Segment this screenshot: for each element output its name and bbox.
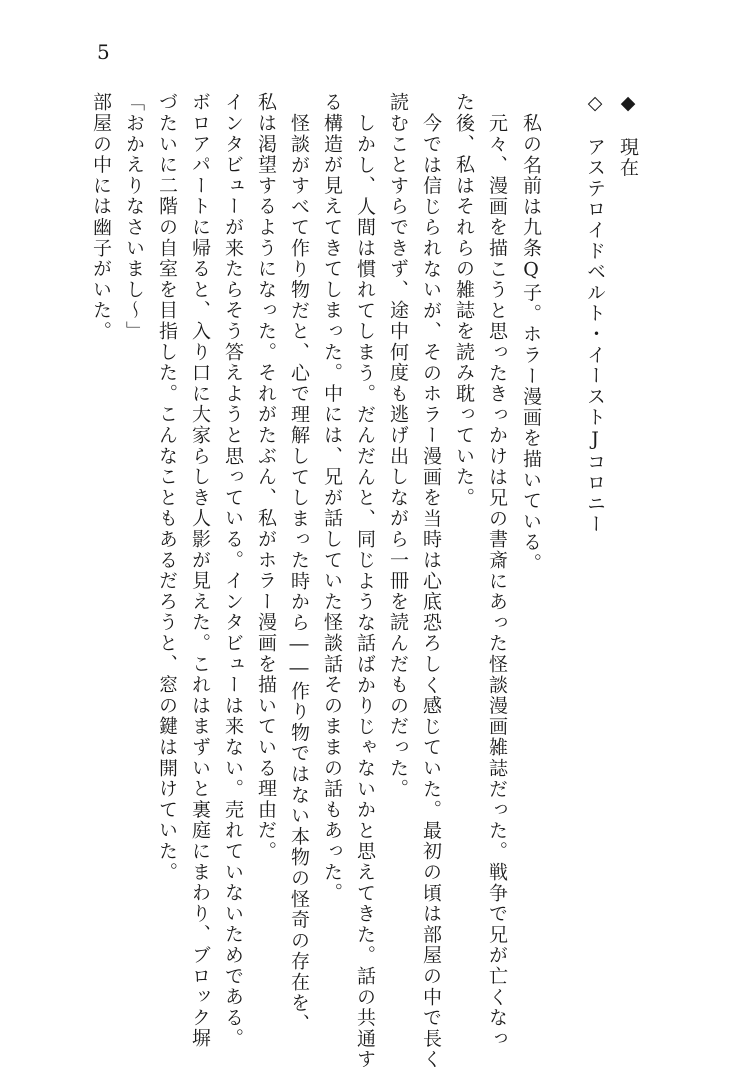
body-line: る構造が見えてきてしまった。中には、兄が話していた怪談話そのままの話もあった。 bbox=[321, 92, 343, 904]
body-line: ボロアパートに帰ると、入り口に大家らしき人影が見えた。これはまずいと裏庭にまわり、ブロック塀 bbox=[189, 92, 211, 1049]
body-line: た後、私はそれらの雑誌を読み耽っていた。 bbox=[453, 92, 475, 508]
body-line: しかし、人間は慣れてしまう。だんだんと、同じような話ばかりじゃないかと思えてきた。話の共通す bbox=[354, 113, 376, 1070]
body-line: づたいに二階の自室を目指した。こんなこともあるだろうと、窓の鍵は開けていた。 bbox=[156, 92, 178, 883]
body-line: 私の名前は九条Q子。ホラー漫画を描いている。 bbox=[520, 113, 542, 574]
page-number: 5 bbox=[97, 40, 110, 64]
chapter-heading: ◆ 現在 bbox=[617, 92, 639, 179]
body-line: 今では信じられないが、そのホラー漫画を当時は心底恐ろしく感じていた。最初の頃は部屋の中で長く bbox=[420, 113, 442, 1070]
body-line: 読むことすらできず、途中何度も逃げ出しながら一冊を読んだものだった。 bbox=[387, 92, 409, 800]
section-heading: ◇ アステロイドベルト・イーストJコロニー bbox=[584, 92, 606, 535]
body-line: インタビューが来たらそう答えようと思っている。インタビューは来ない。売れていないためである。 bbox=[222, 92, 244, 1049]
body-line: 怪談がすべて作り物だと、心で理解してしまった時から――作り物ではない本物の怪奇の存在を、 bbox=[288, 113, 310, 1035]
body-line: 部屋の中には幽子がいた。 bbox=[90, 92, 112, 342]
body-line: 私は渇望するようになった。それがたぶん、私がホラー漫画を描いている理由だ。 bbox=[255, 92, 277, 862]
dialogue-line: 「おかえりなさいまし～」 bbox=[123, 92, 145, 342]
body-line: 元々、漫画を描こうと思ったきっかけは兄の書斎にあった怪談漫画雑誌だった。戦争で兄が亡くなっ bbox=[486, 113, 508, 1049]
